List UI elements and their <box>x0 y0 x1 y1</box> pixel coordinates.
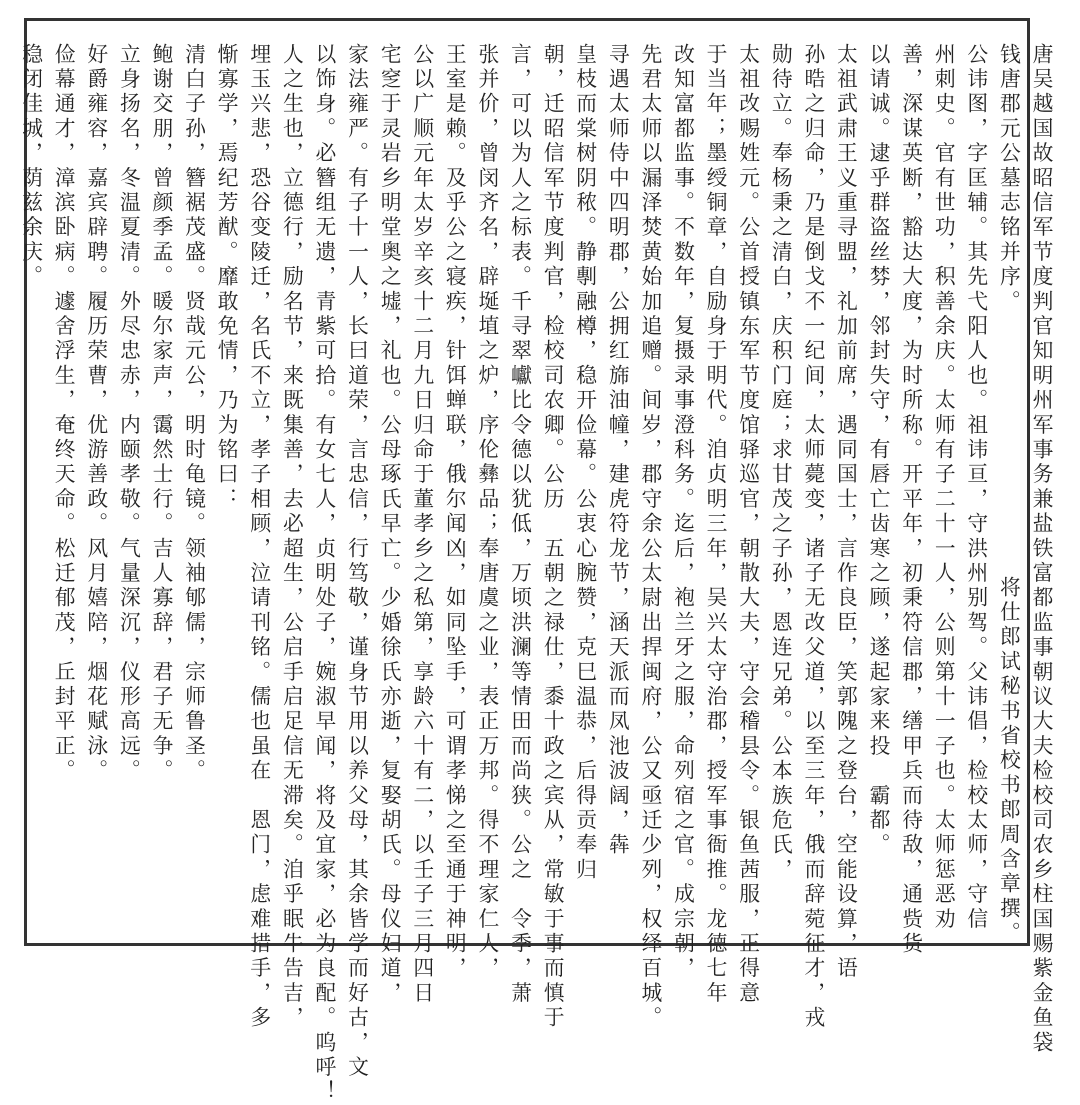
text-column-16: 朝，迁昭信军节度判官，检校司农卿。公历 五朝之禄仕，黍十政之宾从，常敏于事而慎于 <box>540 43 565 1031</box>
text-column-13: 先君太师以漏泽焚黄始加追赠。间岁，郡守余公太尉出捍闽府，公又亟迁少列，权绎百城。 <box>637 43 662 1031</box>
text-column-22: 家法雍严。有子十一人，长曰道荣，言忠信，行笃敬，谨身节用以养父母，其余皆学而好古，文 <box>344 43 369 1081</box>
text-column-15: 皇枝而棠树阴秾。静剸融樽，稳开俭幕。公衷心腕赞，克巳温恭，后得贡奉归 <box>572 43 597 883</box>
text-column-3: 公讳图，字匡辅。其先弋阳人也。祖讳亘，守洪州别驾。父讳倡，检校太师，守信 <box>963 43 988 933</box>
text-column-29: 立身扬名，冬温夏清。外尽忠赤，内颐孝敬。气量深沉，仪形高远。 <box>116 43 141 784</box>
text-column-26: 惭寡学，焉纪芳猷。靡敢免情，乃为铭曰： <box>214 43 239 513</box>
epitaph-text <box>18 43 1057 1105</box>
text-column-19: 王室是赖。及乎公之寝疾，针饵蝉联，俄尔闻凶，如同坠手，可谓孝悌之至通于神明， <box>442 43 467 982</box>
text-column-2: 钱唐郡元公墓志铭并序。 将仕郎试秘书省校书郎周含章撰。 <box>996 43 1021 947</box>
text-column-10: 太祖改赐姓元。公首授镇东军节度馆驿巡官，朝散大夫，守会稽县令。银鱼茜服，正得意 <box>735 43 760 1007</box>
text-column-6: 以请诚。逮乎群盗丝棼，邻封失守，有唇亡齿寒之顾，遂起家来投 霸都。 <box>866 43 891 859</box>
text-column-31: 俭幕通才，漳滨卧病。遽舍浮生，奄终天命。松迁郁茂，丘封平正。 <box>51 43 76 784</box>
text-column-18: 张并价，曾闵齐名，辟埏埴之炉，序伦彝品；奉唐虞之业，表正万邦。得不理家仁人， <box>474 43 499 982</box>
text-column-4: 州刺史。官有世功，积善余庆。太师有子二十一人，公则第十一子也。太师惩恶劝 <box>931 43 956 933</box>
text-column-5: 善，深谋英断，豁达大度，为时所称。开平年，初秉符信郡，缮甲兵而待敌，通赀货 <box>898 43 923 957</box>
text-column-7: 太祖武肃王义重寻盟，礼加前席，遇同国士，言作良臣，笑郭隗之登台，空能设算，语 <box>833 43 858 982</box>
text-column-30: 好爵雍容，嘉宾辟聘。履历荣曹，优游善政。风月嬉陪，烟花赋泳。 <box>83 43 108 784</box>
text-column-32: 稳闭佳城，荫兹余庆。 <box>18 43 43 290</box>
text-column-17: 言，可以为人之标表。千寻翠巘比令德以犹低，万顷洪澜等情田而尚狭。公之 令季，萧 <box>507 43 532 1007</box>
text-column-14: 寻遇太师侍中四明郡，公拥红旆油幢，建虎符龙节，涵天派而凤池波阔，犇 <box>605 43 630 859</box>
text-column-8: 孙晧之归命，乃是倒戈不一纪间，太师薨变，诸子无改父道，以至三年，俄而辞菀征才，戎 <box>800 43 825 1031</box>
text-column-27: 清白子孙，簪裾茂盛。贤哉元公，明时龟镜。领袖郇儒，宗师鲁圣。 <box>181 43 206 784</box>
text-column-24: 人之生也，立德行，励名节，来既集善，去必超生，公启手启足信无滞矣。洎乎眠牛告吉， <box>279 43 304 1031</box>
text-column-25: 埋玉兴悲，恐谷变陵迁，名氏不立，孝子相顾，泣请刊铭。儒也虽在 恩门，虑难措手，多 <box>246 43 271 1031</box>
text-column-28: 鲍谢交朋，曾颜季孟。暖尔家声，霭然士行。吉人寡辞，君子无争。 <box>148 43 173 784</box>
text-column-23: 以饰身。必簪组无遗，青紫可拾。有女七人，贞明处子，婉淑早闻，将及宜家，必为良配。呜呼！ <box>311 43 336 1105</box>
document-border <box>18 18 1053 1105</box>
text-column-20: 公以广顺元年太岁辛亥十二月九日归命于董孝乡之私第，享龄六十有二，以壬子三月四日 <box>409 43 434 1007</box>
text-column-21: 宅窆于灵岩乡明堂奥之墟，礼也。公母琢氏早亡。少婚徐氏亦逝，复娶胡氏。母仪妇道， <box>377 43 402 1007</box>
text-column-1: 唐吴越国故昭信军节度判官知明州军事务兼盐铁富都监事朝议大夫检校司农乡柱国赐紫金鱼袋 <box>1029 43 1053 1056</box>
text-column-9: 勋待立。奉杨秉之清白，庆积门庭；求甘茂之子孙，恩连兄弟。公本族危氏， <box>768 43 793 883</box>
text-column-12: 改知富都监事。不数年，复摄录事澄科务。迄后，袍兰牙之服，命列宿之官。成宗朝， <box>670 43 695 982</box>
text-column-11: 于当年；墨绶铜章，自励身于明代。洎贞明三年，吴兴太守治郡，授军事衙推。龙德七年 <box>703 43 728 1007</box>
